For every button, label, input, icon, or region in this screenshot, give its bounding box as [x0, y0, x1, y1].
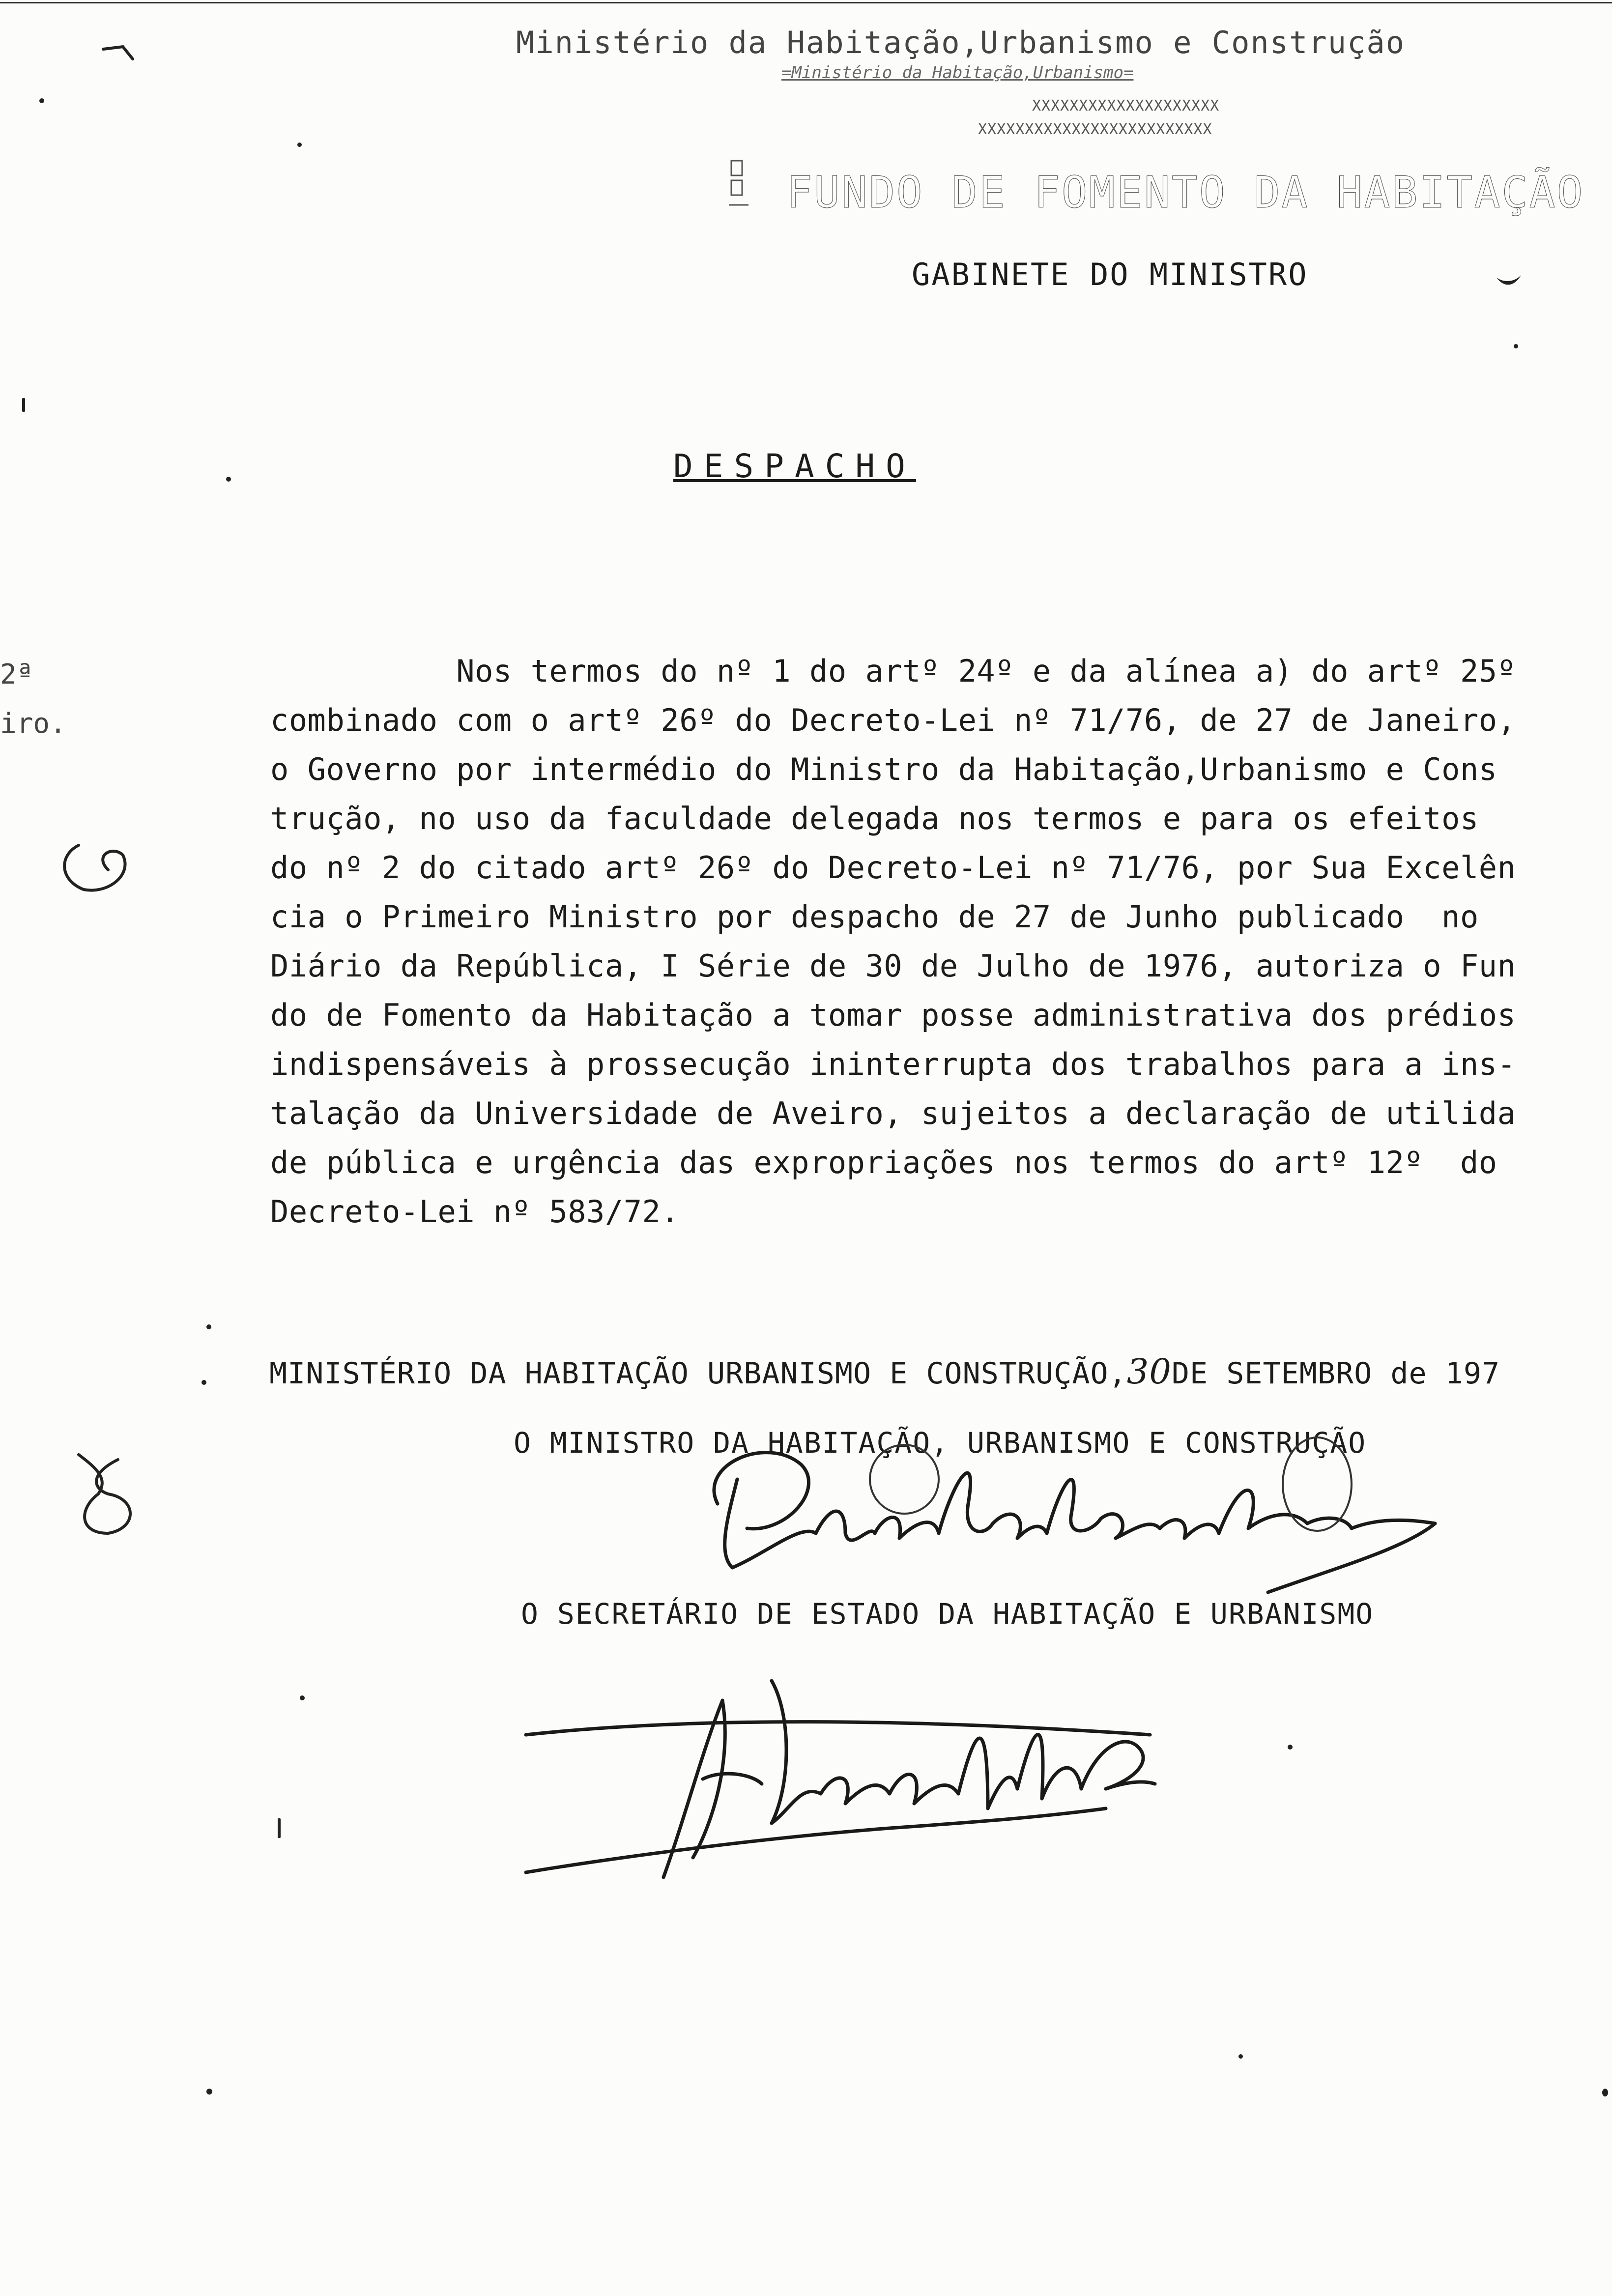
date-line — [269, 1351, 1500, 1392]
top-edge-line — [0, 2, 1612, 3]
speck — [206, 2089, 212, 2095]
minister-signature — [639, 1406, 1450, 1612]
date-place: MINISTÉRIO DA HABITAÇÃO URBANISMO E CONSTRUÇÃO, — [269, 1356, 1127, 1391]
margin-note: 2ª — [0, 659, 33, 690]
fund-name-stamp: FUNDO DE FOMENTO DA HABITAÇÃO — [786, 167, 1584, 218]
speck — [226, 477, 231, 482]
margin-scribble-icon — [59, 1440, 147, 1538]
body-line: Decreto-Lei nº 583/72. — [270, 1194, 680, 1230]
secretary-signature — [516, 1661, 1194, 1887]
secretary-caption: O SECRETÁRIO DE ESTADO DA HABITAÇÃO E URBANISMO — [521, 1597, 1374, 1631]
cabinet-heading: GABINETE DO MINISTRO — [912, 257, 1308, 292]
struck-out-line-2: XXXXXXXXXXXXXXXXXXXXXXXXX — [978, 121, 1212, 138]
speck — [297, 143, 302, 147]
handwritten-day: 30 — [1126, 1351, 1172, 1392]
struck-out-line-1: XXXXXXXXXXXXXXXXXXXX — [1032, 97, 1220, 115]
body-line: trução, no uso da faculdade delegada nos termos e para os efeitos — [270, 801, 1479, 836]
speck — [22, 398, 25, 412]
speck — [1288, 1745, 1293, 1750]
body-line: indispensáveis à prossecução ininterrupta dos trabalhos para a ins- — [270, 1046, 1516, 1082]
speck — [206, 1324, 211, 1329]
stamp-mark-icon — [726, 158, 756, 212]
speck — [278, 1818, 281, 1838]
body-line: o Governo por intermédio do Ministro da Habitação,Urbanismo e Cons — [270, 751, 1497, 787]
speck — [1514, 344, 1518, 348]
corner-mark-icon — [98, 39, 138, 69]
date-month-year: DE SETEMBRO de 197 — [1171, 1356, 1500, 1391]
body-line: do de Fomento da Habitação a tomar posse administrativa dos prédios — [270, 997, 1516, 1033]
ink-blot-icon — [1494, 270, 1524, 290]
speck — [202, 1380, 206, 1385]
dispatch-body — [270, 647, 1612, 1236]
body-line: Diário da República, I Série de 30 de Julho de 1976, autoriza o Fun — [270, 948, 1516, 984]
body-line: combinado com o artº 26º do Decreto-Lei nº 71/76, de 27 de Janeiro, — [270, 702, 1516, 738]
body-line: do nº 2 do citado artº 26º do Decreto-Lei nº 71/76, por Sua Excelên — [270, 850, 1516, 886]
ministry-subheader: =Ministério da Habitação,Urbanismo= — [781, 63, 1134, 83]
body-line: Nos termos do nº 1 do artº 24º e da alínea a) do artº 25º — [270, 653, 1516, 689]
ministry-header: Ministério da Habitação,Urbanismo e Construção — [516, 25, 1406, 60]
speck — [39, 98, 44, 103]
body-line: de pública e urgência das expropriações nos termos do artº 12º do — [270, 1145, 1497, 1180]
margin-note: iro. — [0, 708, 66, 740]
speck — [300, 1695, 305, 1700]
speck — [1238, 2054, 1243, 2059]
body-line: cia o Primeiro Ministro por despacho de 27 de Junho publicado no — [270, 899, 1479, 935]
speck — [1602, 2089, 1608, 2096]
minister-caption: O MINISTRO DA HABITAÇÃO, URBANISMO E CONSTRUÇÃO — [514, 1426, 1367, 1460]
body-line: talação da Universidade de Aveiro, sujeitos a declaração de utilida — [270, 1095, 1516, 1131]
margin-scribble-icon — [49, 835, 143, 899]
document-title: DESPACHO — [673, 447, 916, 485]
